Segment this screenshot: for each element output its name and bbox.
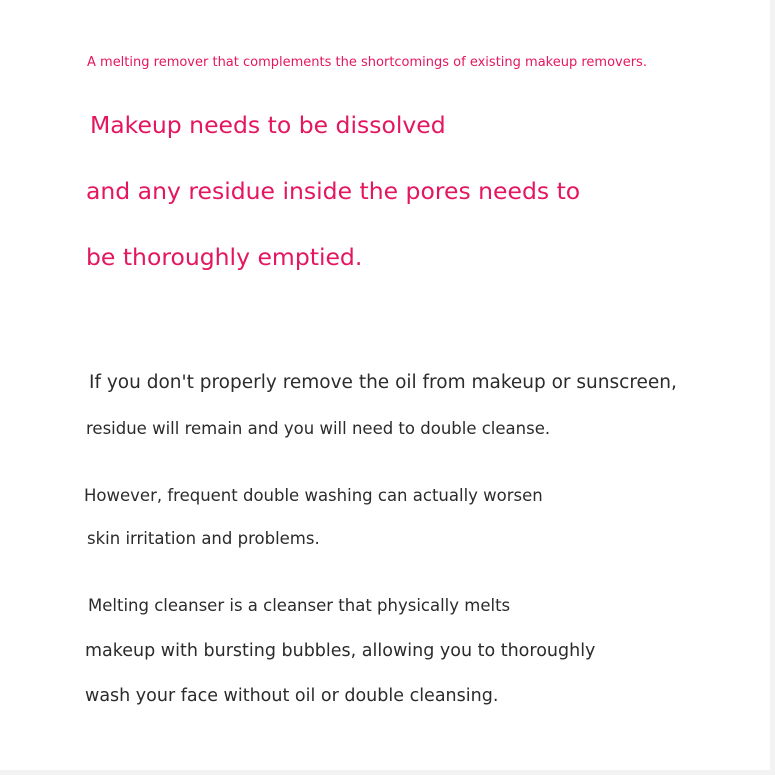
headline-line-2: and any residue inside the pores needs to <box>86 177 581 205</box>
paragraph-1-line-1: If you don't properly remove the oil from makeup or sunscreen, <box>89 372 677 393</box>
page-right-border <box>770 0 775 775</box>
headline-line-1: Makeup needs to be dissolved <box>90 111 446 139</box>
paragraph-2-line-2: skin irritation and problems. <box>87 529 320 548</box>
paragraph-2-line-1: However, frequent double washing can actually worsen <box>84 486 543 505</box>
page-bottom-border <box>0 770 775 775</box>
tagline: A melting remover that complements the shortcomings of existing makeup removers. <box>87 55 647 70</box>
paragraph-3-line-2: makeup with bursting bubbles, allowing you to thoroughly <box>85 641 596 661</box>
paragraph-3-line-3: wash your face without oil or double cleansing. <box>85 686 499 706</box>
headline-line-3: be thoroughly emptied. <box>86 243 363 271</box>
paragraph-3-line-1: Melting cleanser is a cleanser that physically melts <box>88 596 511 615</box>
paragraph-1-line-2: residue will remain and you will need to double cleanse. <box>86 419 551 438</box>
